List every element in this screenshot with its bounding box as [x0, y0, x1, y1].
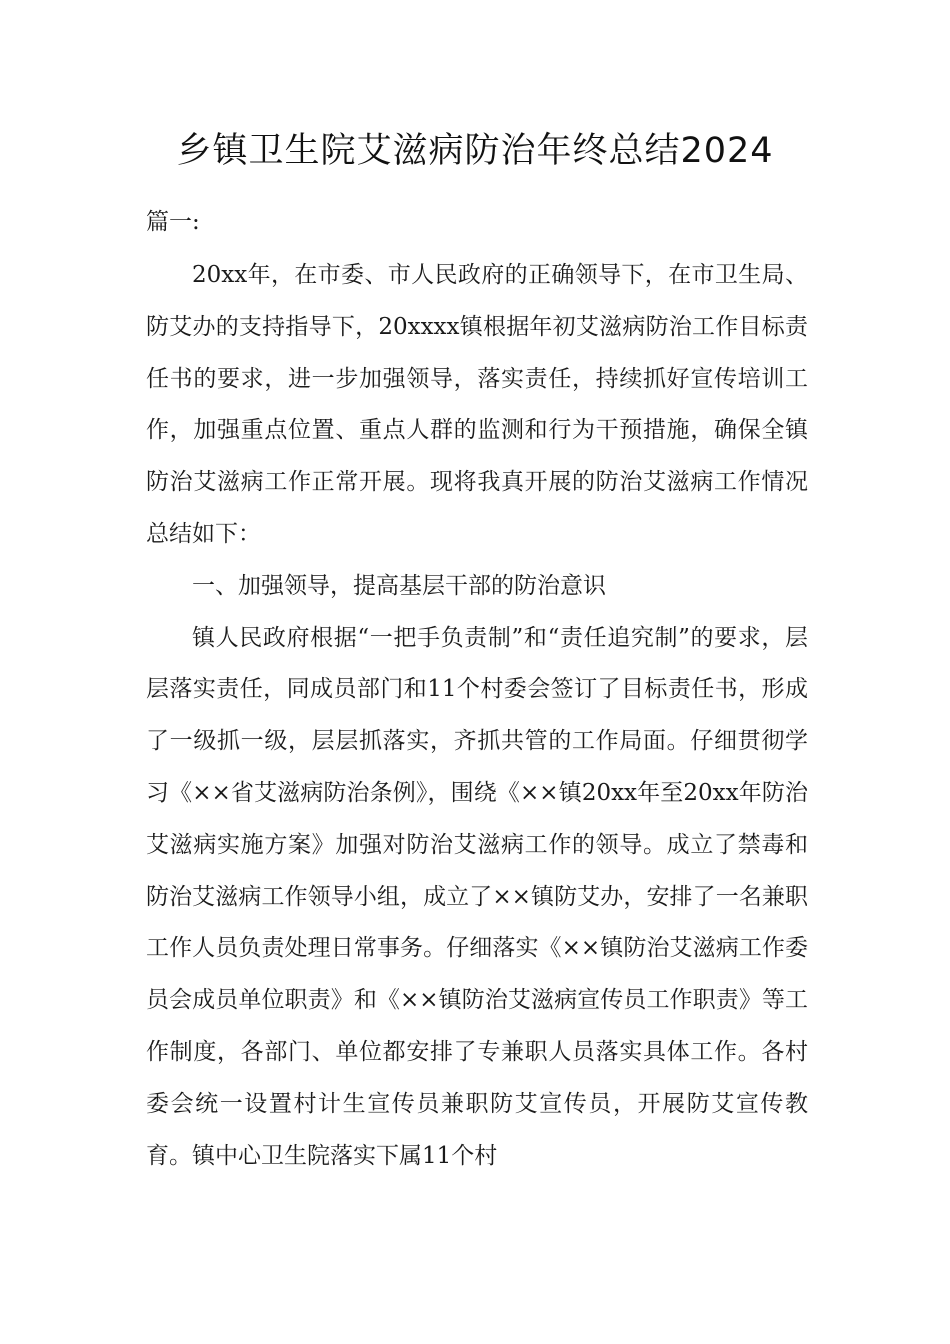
- body-paragraph: 20xx年，在市委、市人民政府的正确领导下，在市卫生局、防艾办的支持指导下，20xxxx镇根据年初艾滋病防治工作目标责任书的要求，进一步加强领导，落实责任，持续抓好宣传培训工作，加强重点位置、重点人群的监测和行为干预措施，确保全镇防治艾滋病工作正常开展。现将我真开展的防治艾滋病工作情况总结如下：: [146, 262, 808, 547]
- section-heading: 一、加强领导，提高基层干部的防治意识: [192, 572, 606, 599]
- document-body: [146, 250, 808, 1182]
- document-title: 乡镇卫生院艾滋病防治年终总结2024: [176, 131, 774, 171]
- section-label: 篇一:: [146, 209, 200, 235]
- body-paragraph: 镇人民政府根据“一把手负责制”和“责任追究制”的要求，层层落实责任，同成员部门和11个村委会签订了目标责任书，形成了一级抓一级，层层抓落实，齐抓共管的工作局面。仔细贯彻学习《××省艾滋病防治条例》，围绕《××镇20xx年至20xx年防治艾滋病实施方案》加强对防治艾滋病工作的领导。成立了禁毒和防治艾滋病工作领导小组，成立了××镇防艾办，安排了一名兼职工作人员负责处理日常事务。仔细落实《××镇防治艾滋病工作委员会成员单位职责》和《××镇防治艾滋病宣传员工作职责》等工作制度，各部门、单位都安排了专兼职人员落实具体工作。各村委会统一设置村计生宣传员兼职防艾宣传员，开展防艾宣传教育。镇中心卫生院落实下属11个村: [146, 624, 808, 1169]
